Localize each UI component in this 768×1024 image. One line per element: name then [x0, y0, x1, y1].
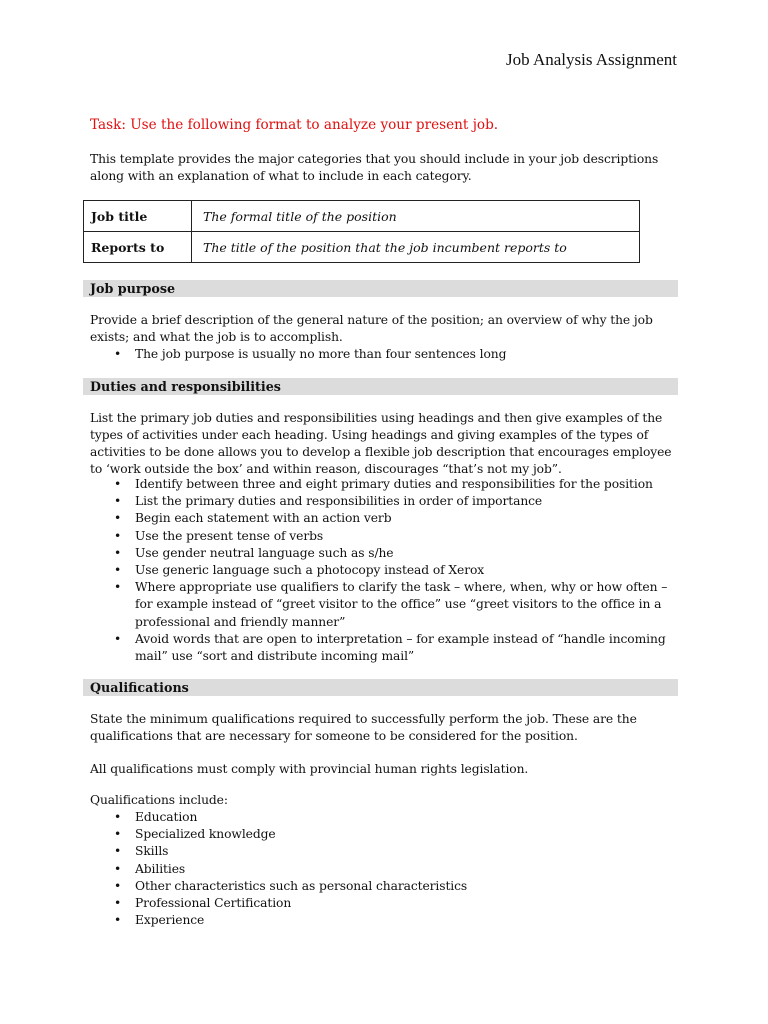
- list-item: • Other characteristics such as personal characteristics: [90, 878, 670, 895]
- duties-list: [90, 476, 670, 665]
- table-row: [84, 201, 640, 232]
- section-heading-job-purpose: Job purpose: [83, 280, 678, 297]
- list-item: • Use the present tense of verbs: [90, 528, 670, 545]
- list-item: • List the primary duties and responsibilities in order of importance: [90, 493, 670, 510]
- table-row: [84, 232, 640, 263]
- qualifications-list: [90, 809, 670, 929]
- list-item: • The job purpose is usually no more than four sentences long: [90, 346, 670, 363]
- section-heading-duties: Duties and responsibilities: [83, 378, 678, 395]
- qualifications-paragraph-3: Qualifications include:: [90, 793, 228, 807]
- job-info-table: [83, 200, 640, 263]
- task-instruction: Task: Use the following format to analyze your present job.: [90, 117, 499, 133]
- list-item: • Education: [90, 809, 670, 826]
- list-item: • Specialized knowledge: [90, 826, 670, 843]
- list-item: • Begin each statement with an action verb: [90, 510, 670, 527]
- table-cell-label: Job title: [84, 201, 192, 232]
- qualifications-paragraph-1: State the minimum qualifications required to successfully perform the job. These are the qualifications that are necessary for someone to be considered for the position.: [90, 712, 637, 743]
- list-item: • Use generic language such a photocopy instead of Xerox: [90, 562, 670, 579]
- list-item: • Experience: [90, 912, 670, 929]
- table-cell-label: Reports to: [84, 232, 192, 263]
- list-item: • Abilities: [90, 861, 670, 878]
- list-item: • Professional Certification: [90, 895, 670, 912]
- qualifications-paragraph-2: All qualifications must comply with provincial human rights legislation.: [90, 762, 529, 776]
- intro-paragraph: This template provides the major categories that you should include in your job descriptions along with an explanation of what to include in each category.: [90, 152, 659, 183]
- job-purpose-list: [90, 346, 670, 363]
- list-item: • Where appropriate use qualifiers to clarify the task – where, when, why or how often – for example instead of “greet visitor to the office” use “greet visitors to the office in a professional and friendly manner”: [90, 579, 670, 631]
- document-title: Job Analysis Assignment: [506, 50, 677, 69]
- table-cell-desc: The formal title of the position: [192, 201, 640, 232]
- section-heading-qualifications: Qualifications: [83, 679, 678, 696]
- table-cell-desc: The title of the position that the job incumbent reports to: [192, 232, 640, 263]
- list-item: • Use gender neutral language such as s/he: [90, 545, 670, 562]
- job-purpose-paragraph: Provide a brief description of the general nature of the position; an overview of why the job exists; and what the job is to accomplish.: [90, 313, 653, 344]
- duties-paragraph: List the primary job duties and responsibilities using headings and then give examples of the types of activities under each heading. Using headings and giving examples of the types of activities to be done allows you to develop a flexible job description that encourages employee to ‘work outside the box’ and within reason, discourages “that’s not my job”.: [90, 411, 672, 476]
- list-item: • Avoid words that are open to interpretation – for example instead of “handle incoming mail” use “sort and distribute incoming mail”: [90, 631, 670, 665]
- list-item: • Identify between three and eight primary duties and responsibilities for the position: [90, 476, 670, 493]
- list-item: • Skills: [90, 843, 670, 860]
